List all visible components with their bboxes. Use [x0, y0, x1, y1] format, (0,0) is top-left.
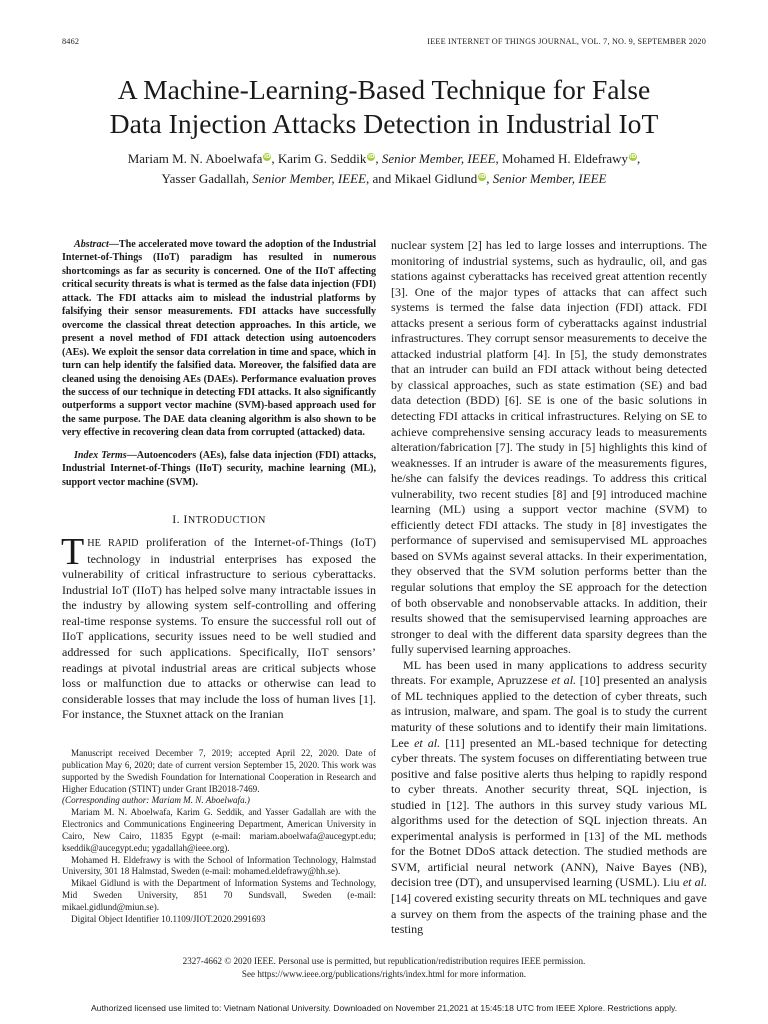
author-list	[40, 149, 728, 189]
author-title: Senior Member, IEEE	[492, 171, 607, 186]
intro-paragraph: THE RAPID proliferation of the Internet-of-Things (IoT) technology in industrial enterprises has exposed the vulnerability of critical infrastructure to serious cyberattacks. Industrial IoT (IIoT) has helped solve many intractable issues in the industry by allowing system self-controlling and offering real-time response systems. To ensure the successful roll out of IIoT applications, security issues need to be well studied and addressed for such applications. Specifically, IIoT sensors’ readings at pivotal industrial areas are critical subjects whose loss or malfunction due to attacks or otherwise can lead to considerable losses that may include the loss of human lives [1]. For instance, the Stuxnet attack on the Iranian	[61, 531, 376, 722]
footnote-corresponding: (Corresponding author: Mariam M. N. Aboelwafa.)	[62, 795, 250, 806]
title-line-1: A Machine-Learning-Based Technique for False	[117, 74, 651, 105]
author-conjunction: and	[372, 171, 392, 186]
index-terms-label: Index Terms	[74, 449, 127, 461]
section-heading: I. INTRODUCTION	[172, 512, 266, 527]
footnotes	[62, 748, 376, 926]
author-name: Yasser Gadallah	[161, 171, 246, 186]
index-terms: Index Terms—Autoencoders (AEs), false data injection (FDI) attacks, Industrial Internet-of-Things (IIoT) security, machine learning (ML), support vector machine (SVM).	[62, 449, 376, 488]
author-name: Mariam M. N. Aboelwafa	[127, 151, 263, 166]
author-line-1: Mariam M. N. Aboelwafa iD, Karim G. Seddik iD, Senior Member, IEEE, Mohamed H. Eldefrawy iD,	[127, 151, 641, 166]
journal-header: IEEE INTERNET OF THINGS JOURNAL, VOL. 7, NO. 9, SEPTEMBER 2020	[427, 37, 706, 46]
paper-title	[40, 73, 728, 141]
orcid-icon[interactable]: iD	[629, 154, 637, 160]
author-title: Senior Member, IEEE	[381, 151, 496, 166]
abstract-label: Abstract	[74, 239, 109, 250]
paragraph: nuclear system [2] has led to large losses and interruptions. The monitoring of industrial systems, such as hydraulic, oil, and gas stations against cyberattacks has received great attention recently [3]. One of the major types of attacks that can affect such systems is termed the false data injection (FDI) attack. FDI attacks present a serious form of cyberattacks against industrial infrastructures. They corrupt sensor measurements to deceive the attacked industrial platform [4]. In [5], the study demonstrates that an intruder can build an FDI attack without being detected by classical approaches, such as state estimation (SE) and bad data detection (BDD) [6]. SE is one of the basic solutions in detecting FDI attacks in critical infrastructures. Relying on SE to achieve comprehensive sensing accuracy leads to measurements alteration/fabrication [7]. The study in [5] highlights this kind of weaknesses. If an intruder is aware of the measurements figures, he/she can falsify the devices readings. To address this critical vulnerability, two recent studies [8] and [9] introduced machine learning (ML) using a support vector machine (SVM) to efficiently detect FDI attacks. The study in [8] investigates the performance of supervised and semisupervised ML approaches based on SVMs against several attacks. In their experimentation, they observed that the SVM solution performs better than the regular solutions that employ the SE approach for the detection of both observable and nonobservable attacks. In addition, their results showed that the semisupervised learning approaches are stronger to deal with the different data sparsity degrees than the fully supervised learning approaches.	[391, 238, 707, 657]
footnote-affiliation: Mikael Gidlund is with the Department of Information Systems and Technology, Mid Sweden University, 851 70 Sundsvall, Sweden (e-mail: mikael.gidlund@miun.se).	[62, 878, 376, 912]
footnote-affiliation: Mohamed H. Eldefrawy is with the School of Information Technology, Halmstad University, 301 18 Halmstad, Sweden (e-mail: mohamed.eldefrawy@hh.se).	[62, 854, 376, 877]
abstract: Abstract—The accelerated move toward the adoption of the Industrial Internet-of-Things (IIoT) paradigm has resulted in numerous shortcomings as far as security is concerned. One of the IIoT affecting critical security threats is what is termed as the false data injection (FDI) attack. The FDI attacks aim to mislead the industrial platforms by falsifying their sensor measurements. FDI attacks have successfully overcome the classical threat detection approaches. In this article, we present a novel method of FDI attack detection using autoencoders (AEs). We exploit the sensor data correlation in time and space, which in turn can help identify the falsified data. Moreover, the falsified data are cleaned using the denoising AEs (DAEs). Performance evaluation proves the success of our technique in detecting FDI attacks. It also significantly outperforms a support vector machine (SVM)-based approach used for the same purpose. The DAE data cleaning algorithm is also shown to be very effective in recovering clean data from corrupted (attacked) data.	[62, 239, 376, 439]
index-terms-text: Autoencoders (AEs), false data injection (FDI) attacks, Industrial Internet-of-Things (IIoT) security, machine learning (ML), support vector machine (SVM).	[62, 449, 376, 488]
title-line-2: Data Injection Attacks Detection in Industrial IoT	[109, 108, 659, 139]
abstract-text: The accelerated move toward the adoption of the Industrial Internet-of-Things (IIoT) paradigm has resulted in numerous shortcomings as far as security is concerned. One of the IIoT affecting critical security threats is what is termed as the false data injection (FDI) attack. The FDI attacks aim to mislead the industrial platforms by falsifying their sensor measurements. FDI attacks have successfully overcome the classical threat detection approaches. In this article, we present a novel method of FDI attack detection using autoencoders (AEs). We exploit the sensor data correlation in time and space, which in turn can help identify the falsified data. Moreover, the falsified data are cleaned using the denoising AEs (DAEs). Performance evaluation proves the success of our technique in detecting FDI attacks. It also significantly outperforms a support vector machine (SVM)-based approach used for the same purpose. The DAE data cleaning algorithm is also shown to be very effective in recovering clean data from corrupted (attacked) data.	[62, 239, 376, 439]
author-name: Mohamed H. Eldefrawy	[502, 151, 629, 166]
right-column	[391, 238, 707, 938]
rights-link[interactable]: See https://www.ieee.org/publications/rights/index.html for more information.	[241, 968, 527, 979]
author-name: Karim G. Seddik	[277, 151, 367, 166]
author-name: Mikael Gidlund	[394, 171, 478, 186]
footnote-affiliation: Mariam M. N. Aboelwafa, Karim G. Seddik, and Yasser Gadallah are with the Electronics and Communications Engineering Department, American University in Cairo, New Cairo, 11835 Egypt (e-mail: mariam.aboelwafa@aucegypt.edu; kseddik@aucegypt.edu; ygadallah@ieee.org).	[62, 807, 376, 853]
orcid-icon[interactable]: iD	[368, 154, 375, 160]
author-title: Senior Member, IEEE	[252, 171, 367, 186]
paragraph: ML has been used in many applications to address security threats. For example, Apruzzese et al. [10] presented an analysis of ML techniques applied to the detection of cyber threats, such as intrusion, malware, and spam. The goal is to study the current maturity of these solutions and to identify their main limitations. Lee et al. [11] presented an ML-based technique for detecting cyber threats. The system focuses on differentiating between true positive and false positive alerts thus helping to rapidly respond to cyber threats. Another security threat, SQL injection, is studied in [12]. The authors in this survey study various ML algorithms used for the detection of SQL injection threats. An experimental analysis is performed in [13] of the ML methods for the Botnet DDoS attack detection. The studied methods are SVM, artificial neural network (ANN), Naive Bayes (NB), decision tree (DT), and unsupervised learning (USML). Liu et al. [14] covered existing security threats on ML techniques and gave a survey on them from the aspects of the training phase and the testing	[391, 657, 707, 937]
footnote-received: Manuscript received December 7, 2019; accepted April 22, 2020. Date of publication May 6, 2020; date of current version September 15, 2020. This work was supported by the Swedish Foundation for International Cooperation in Research and Higher Education (STINT) under Grant IB2018-7469.	[62, 748, 376, 794]
footnote-doi: Digital Object Identifier 10.1109/JIOT.2020.2991693	[71, 913, 266, 924]
dropcap: T	[61, 531, 85, 574]
left-column	[62, 238, 376, 723]
author-line-2: Yasser Gadallah, Senior Member, IEEE, and Mikael Gidlund iD, Senior Member, IEEE	[161, 171, 607, 186]
page-number: 8462	[62, 37, 80, 46]
license-banner: Authorized licensed use limited to: Vietnam National University. Downloaded on November 21,2021 at 15:45:18 UTC from IEEE Xplore. Restrictions apply.	[90, 1003, 678, 1013]
copyright-notice: 2327-4662 © 2020 IEEE. Personal use is permitted, but republication/redistribution requires IEEE permission. See https://www.ieee.org/publications/rights/index.html for more information.	[40, 955, 728, 980]
orcid-icon[interactable]: iD	[479, 174, 486, 180]
orcid-icon[interactable]: iD	[264, 154, 271, 160]
